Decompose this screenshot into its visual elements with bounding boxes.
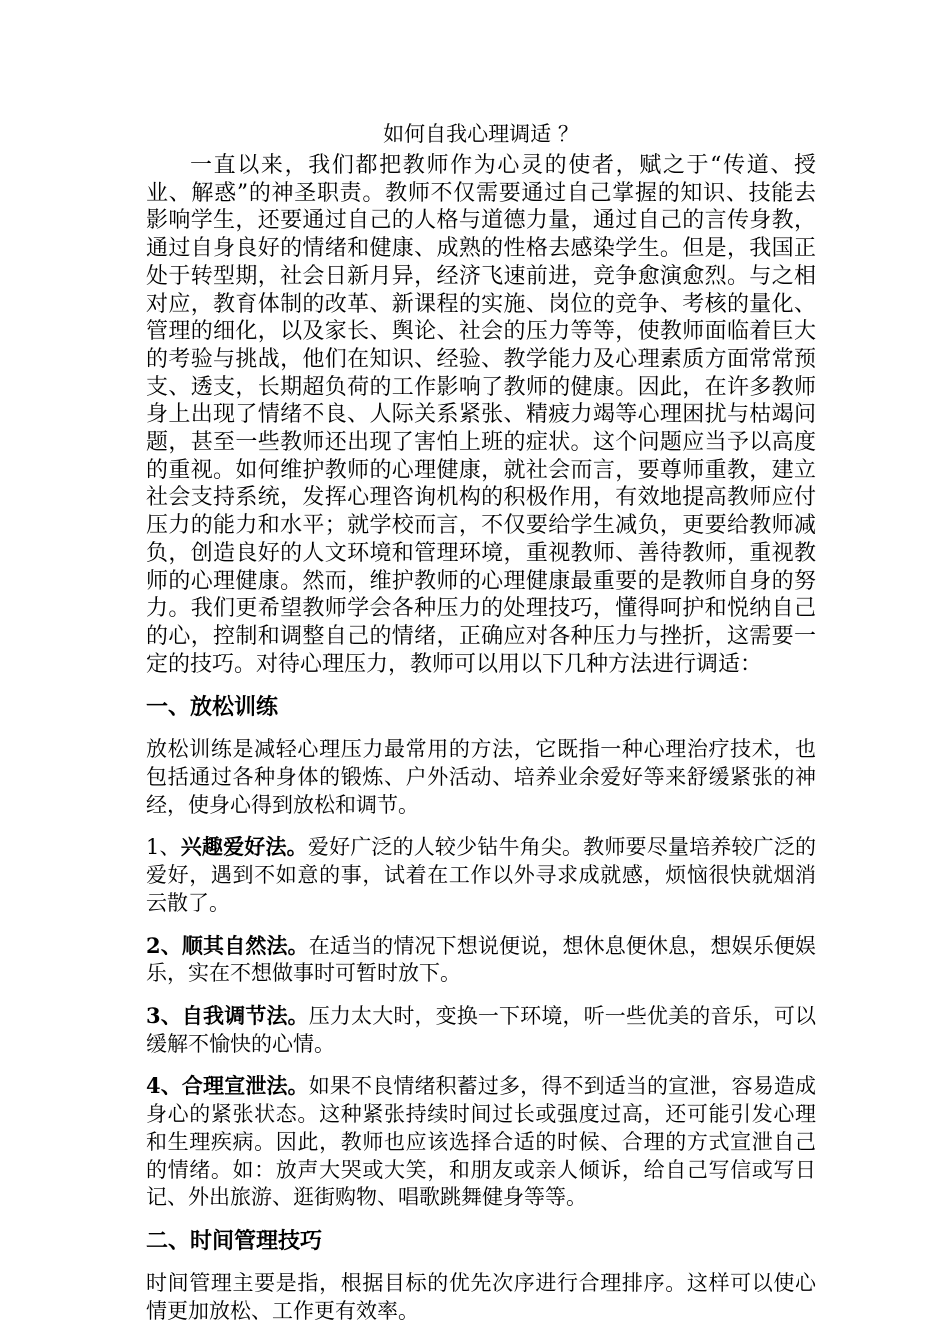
item-number: 1、	[146, 835, 181, 860]
document-title: 如何自我心理调适 ？	[383, 122, 579, 146]
item-text: 压力太大时，变换一下环境，听一些优美的音乐，可以缓解不愉快的心情。	[146, 1003, 817, 1056]
item-lead: 自我调节法。	[181, 1002, 309, 1028]
item-number: 4、	[146, 1073, 182, 1099]
item-lead: 顺其自然法。	[181, 932, 309, 958]
item-text: 爱好广泛的人较少钻牛角尖。教师要尽量培养较广泛的爱好，遇到不如意的事，试着在工作以外寻求成就感，烦恼很快就烟消云散了。	[146, 835, 816, 915]
list-item	[146, 932, 816, 988]
list-item	[146, 833, 816, 917]
section-description-time-management: 时间管理主要是指，根据目标的优先次序进行合理排序。这样可以使心情更加放松、工作更有效率。	[146, 1270, 816, 1323]
item-lead: 合理宣泄法。	[181, 1073, 309, 1099]
item-text: 如果不良情绪积蓄过多，得不到适当的宣泄，容易造成身心的紧张状态。这种紧张持续时间过长或强度过高，还可能引发心理和生理疾病。因此，教师也应该选择合适的时候、合理的方式宣泄自己的情绪。如：放声大哭或大笑，和朋友或亲人倾诉，给自己写信或写日记、外出旅游、逛街购物、唱歌跳舞健身等等。	[146, 1074, 817, 1210]
document-page	[146, 120, 816, 1339]
list-item	[146, 1002, 816, 1058]
item-number: 2、	[146, 932, 182, 958]
section-heading-relaxation: 一、放松训练	[146, 694, 279, 721]
item-text: 在适当的情况下想说便说，想休息便休息，想娱乐便娱乐，实在不想做事时可暂时放下。	[146, 933, 817, 986]
item-lead: 兴趣爱好法。	[180, 834, 308, 860]
item-number: 3、	[146, 1002, 182, 1028]
intro-paragraph: 一直以来，我们都把教师作为心灵的使者，赋之于“传道、授业、解惑”的神圣职责。教师不仅需要通过自己掌握的知识、技能去影响学生，还要通过自己的人格与道德力量，通过自己的言传身教，通过自身良好的情绪和健康、成熟的性格去感染学生。但是，我国正处于转型期，社会日新月异，经济飞速前进，竞争愈演愈烈。与之相对应，教育体制的改革、新课程的实施、岗位的竞争、考核的量化、管理的细化，以及家长、舆论、社会的压力等等，使教师面临着巨大的考验与挑战，他们在知识、经验、教学能力及心理素质方面常常预支、透支，长期超负荷的工作影响了教师的健康。因此，在许多教师身上出现了情绪不良、人际关系紧张、精疲力竭等心理困扰与枯竭问题，甚至一些教师还出现了害怕上班的症状。这个问题应当予以高度的重视。如何维护教师的心理健康，就社会而言，要尊师重教，建立社会支持系统，发挥心理咨询机构的积极作用，有效地提高教师应付压力的能力和水平；就学校而言，不仅要给学生减负，更要给教师减负，创造良好的人文环境和管理环境，重视教师、善待教师，重视教师的心理健康。然而，维护教师的心理健康最重要的是教师自身的努力。我们更希望教师学会各种压力的处理技巧，懂得呵护和悦纳自己的心，控制和调整自己的情绪，正确应对各种压力与挫折，这需要一定的技巧。对待心理压力，教师可以用以下几种方法进行调适：	[146, 153, 816, 677]
section-heading-time-management: 二、时间管理技巧	[146, 1227, 323, 1254]
list-item	[146, 1072, 816, 1212]
section-description-relaxation: 放松训练是减轻心理压力最常用的方法，它既指一种心理治疗技术，也包括通过各种身体的锻炼、户外活动、培养业余爱好等来舒缓紧张的神经，使身心得到放松和调节。	[146, 737, 816, 817]
